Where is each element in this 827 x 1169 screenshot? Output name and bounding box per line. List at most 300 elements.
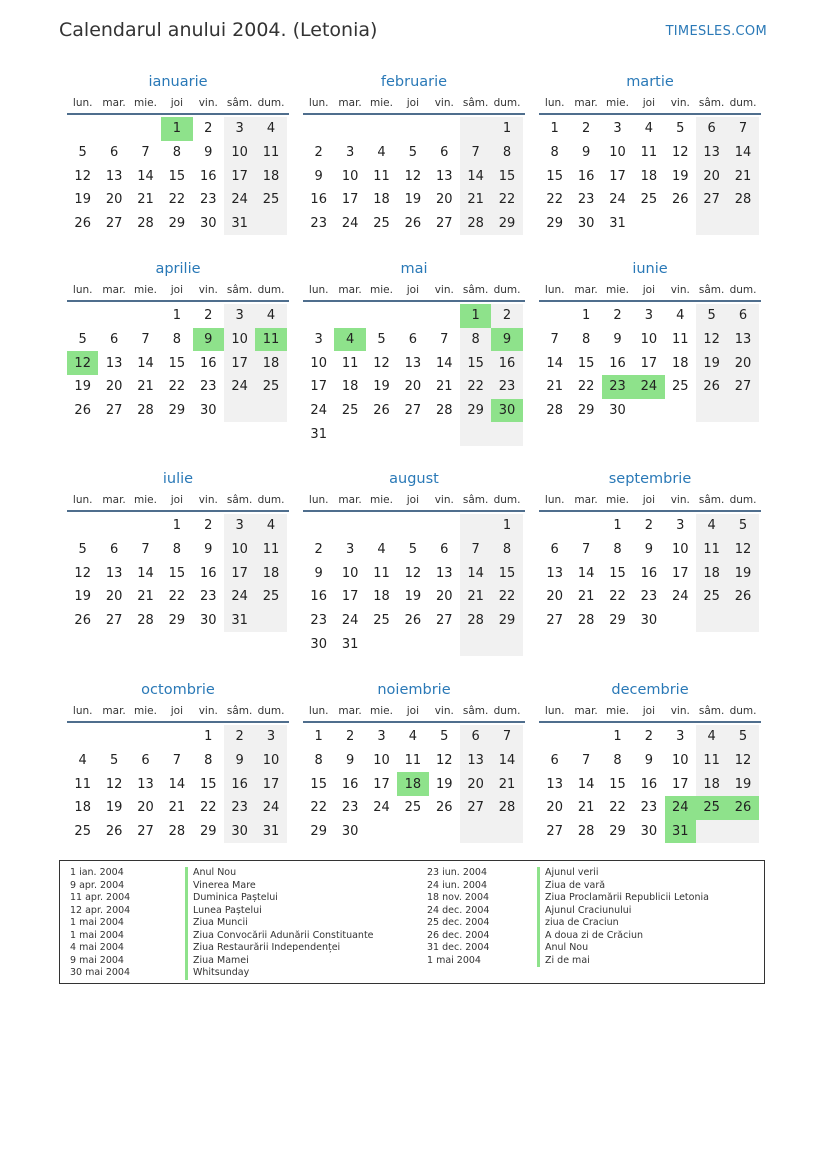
day-cell: 28 (435, 403, 453, 419)
empty-cell (334, 304, 365, 328)
day-cell: 27 (105, 403, 123, 419)
weekday-label: sâm. (226, 705, 253, 717)
legend-date: 11 apr. 2004 (70, 892, 131, 903)
day-cell: 12 (74, 565, 91, 581)
empty-cell (130, 514, 161, 538)
day-cell: 24 (341, 216, 359, 232)
empty-cell (665, 212, 696, 236)
day-cell: 9 (314, 565, 323, 581)
holiday-day-cell: 24 (665, 796, 696, 820)
day-cell: 8 (460, 328, 491, 352)
day-cell: 12 (105, 776, 123, 792)
day-cell: 3 (314, 332, 323, 348)
day-cell: 20 (105, 379, 123, 395)
holiday-day-cell: 11 (255, 328, 286, 352)
day-cell: 14 (137, 565, 154, 581)
empty-cell (429, 632, 460, 656)
empty-cell (334, 514, 365, 538)
day-cell: 19 (727, 772, 758, 796)
day-cell: 28 (727, 188, 758, 212)
day-cell: 17 (341, 589, 359, 605)
day-cell: 3 (255, 725, 286, 749)
day-cell: 14 (460, 561, 491, 585)
day-cell: 27 (546, 613, 563, 629)
weekday-label: joi (642, 97, 655, 109)
holiday-day-cell: 4 (334, 328, 365, 352)
day-cell: 18 (341, 379, 359, 395)
month-mai (303, 258, 525, 446)
day-cell: 24 (373, 800, 390, 816)
day-cell: 1 (172, 518, 181, 534)
holiday-legend (59, 860, 765, 984)
day-cell: 8 (204, 753, 213, 769)
day-cell: 16 (310, 192, 327, 208)
day-cell: 16 (640, 776, 658, 792)
weekday-header (539, 490, 761, 512)
day-cell: 17 (255, 772, 286, 796)
day-cell: 25 (255, 585, 286, 609)
day-cell: 13 (105, 565, 123, 581)
day-cell: 13 (404, 355, 422, 371)
weekday-label: lun. (308, 705, 329, 717)
day-cell: 6 (141, 753, 150, 769)
legend-dates-left (70, 867, 130, 980)
day-cell: 4 (255, 304, 286, 328)
day-cell: 14 (577, 565, 595, 581)
day-cell: 10 (341, 168, 359, 184)
day-cell: 11 (373, 565, 390, 581)
day-cell: 23 (640, 800, 658, 816)
day-cell: 5 (377, 332, 386, 348)
empty-cell (429, 820, 460, 844)
weekday-label: joi (642, 705, 655, 717)
legend-holiday-name: Ziua de vară (537, 880, 709, 893)
day-cell: 2 (224, 725, 255, 749)
empty-cell (67, 117, 98, 141)
day-cell: 21 (460, 188, 491, 212)
weekday-label: joi (170, 284, 183, 296)
day-cell: 27 (546, 824, 563, 840)
empty-cell (397, 514, 428, 538)
empty-cell (665, 609, 696, 633)
weekday-label: mie. (370, 284, 393, 296)
day-cell: 5 (78, 332, 87, 348)
empty-cell (460, 820, 491, 844)
legend-holiday-name: Ziua Convocării Adunării Constituante (185, 930, 374, 943)
day-cell: 21 (460, 585, 491, 609)
day-cell: 25 (640, 192, 658, 208)
day-cell: 3 (644, 308, 653, 324)
day-cell: 23 (199, 379, 217, 395)
empty-cell (665, 399, 696, 423)
day-cell: 24 (671, 589, 689, 605)
weekday-label: lun. (72, 705, 93, 717)
day-cell: 4 (255, 117, 286, 141)
weekday-label: mie. (606, 284, 629, 296)
weekday-label: dum. (257, 97, 285, 109)
day-grid (67, 725, 289, 843)
day-cell: 6 (109, 542, 119, 558)
day-grid (67, 514, 289, 632)
empty-cell (98, 117, 129, 141)
day-cell: 14 (546, 355, 563, 371)
empty-cell (366, 117, 397, 141)
day-cell: 14 (577, 776, 595, 792)
legend-date: 1 ian. 2004 (70, 867, 124, 878)
weekday-label: vin. (670, 284, 690, 296)
legend-date: 25 dec. 2004 (427, 917, 490, 928)
empty-cell (539, 304, 570, 328)
empty-cell (727, 820, 758, 844)
day-cell: 28 (577, 613, 595, 629)
legend-date: 24 dec. 2004 (427, 904, 490, 916)
day-cell: 7 (581, 753, 591, 769)
holiday-day-cell: 23 (602, 375, 633, 399)
day-cell: 16 (609, 355, 626, 371)
day-cell: 3 (224, 117, 255, 141)
weekday-header (539, 701, 761, 723)
day-cell: 19 (727, 561, 758, 585)
day-cell: 12 (727, 538, 758, 562)
day-cell: 10 (224, 141, 255, 165)
day-cell: 7 (491, 725, 522, 749)
legend-date: 23 iun. 2004 (427, 867, 488, 878)
legend-holiday-name: Duminica Paștelui (185, 892, 374, 905)
month-iulie (67, 468, 289, 632)
day-cell: 20 (435, 589, 453, 605)
day-cell: 21 (546, 379, 563, 395)
day-cell: 7 (141, 542, 150, 558)
weekday-label: vin. (198, 97, 218, 109)
day-cell: 1 (314, 729, 323, 745)
empty-cell (727, 609, 758, 633)
day-cell: 14 (168, 776, 186, 792)
day-cell: 7 (581, 542, 591, 558)
day-cell: 21 (137, 589, 154, 605)
month-octombrie (67, 679, 289, 843)
weekday-label: joi (406, 494, 419, 506)
weekday-label: lun. (308, 284, 329, 296)
day-cell: 1 (491, 514, 522, 538)
empty-cell (397, 117, 428, 141)
day-cell: 3 (676, 729, 685, 745)
day-cell: 9 (345, 753, 355, 769)
weekday-label: mar. (574, 705, 598, 717)
day-cell: 31 (255, 820, 286, 844)
empty-cell (98, 725, 129, 749)
empty-cell (397, 632, 428, 656)
day-cell: 7 (172, 753, 181, 769)
day-cell: 11 (373, 168, 390, 184)
weekday-label: dum. (729, 284, 757, 296)
day-cell: 6 (460, 725, 491, 749)
weekday-label: mar. (102, 494, 126, 506)
day-cell: 25 (255, 375, 286, 399)
holiday-day-cell: 1 (460, 304, 491, 328)
day-cell: 28 (577, 824, 595, 840)
day-cell: 22 (460, 375, 491, 399)
weekday-label: mar. (574, 284, 598, 296)
day-cell: 7 (440, 332, 449, 348)
empty-cell (334, 117, 365, 141)
day-cell: 22 (168, 589, 186, 605)
brand-link[interactable]: TIMESLES.COM (665, 24, 767, 39)
day-cell: 11 (341, 355, 359, 371)
day-cell: 29 (310, 824, 327, 840)
day-cell: 6 (109, 332, 119, 348)
weekday-label: sâm. (698, 705, 725, 717)
month-august (303, 468, 525, 656)
day-cell: 10 (255, 749, 286, 773)
weekday-label: dum. (257, 284, 285, 296)
weekday-label: mie. (606, 705, 629, 717)
month-name: decembrie (611, 682, 689, 698)
day-cell: 19 (74, 379, 91, 395)
day-cell: 25 (341, 403, 359, 419)
day-cell: 29 (577, 403, 595, 419)
day-cell: 28 (491, 796, 522, 820)
empty-cell (460, 422, 491, 446)
day-cell: 29 (609, 613, 626, 629)
day-cell: 28 (460, 609, 491, 633)
day-cell: 9 (314, 168, 323, 184)
day-cell: 17 (224, 561, 255, 585)
day-cell: 10 (373, 753, 390, 769)
day-cell: 29 (168, 613, 186, 629)
day-cell: 8 (491, 538, 522, 562)
day-cell: 11 (671, 332, 689, 348)
weekday-header (303, 490, 525, 512)
day-cell: 14 (137, 355, 154, 371)
empty-cell (570, 725, 601, 749)
empty-cell (366, 820, 397, 844)
day-cell: 25 (373, 613, 390, 629)
day-cell: 20 (546, 589, 563, 605)
day-cell: 29 (168, 216, 186, 232)
weekday-label: vin. (198, 705, 218, 717)
weekday-label: mie. (606, 97, 629, 109)
weekday-label: vin. (434, 705, 454, 717)
weekday-label: vin. (434, 284, 454, 296)
weekday-label: joi (170, 494, 183, 506)
day-cell: 17 (224, 351, 255, 375)
day-cell: 8 (172, 542, 181, 558)
day-cell: 7 (460, 538, 491, 562)
weekday-label: dum. (257, 705, 285, 717)
legend-dates-right (427, 867, 489, 967)
legend-date: 9 apr. 2004 (70, 879, 125, 891)
day-cell: 27 (105, 216, 123, 232)
weekday-label: lun. (544, 284, 565, 296)
empty-cell (491, 820, 522, 844)
day-cell: 30 (199, 216, 217, 232)
empty-cell (303, 514, 334, 538)
day-cell: 17 (373, 776, 390, 792)
day-cell: 10 (671, 542, 689, 558)
day-cell: 8 (581, 332, 591, 348)
day-cell: 1 (613, 729, 622, 745)
day-cell: 26 (404, 613, 422, 629)
empty-cell (334, 422, 365, 446)
day-cell: 9 (613, 332, 622, 348)
day-cell: 5 (727, 725, 758, 749)
legend-date: 4 mai 2004 (70, 942, 124, 953)
weekday-label: dum. (493, 284, 521, 296)
legend-holiday-name: Anul Nou (185, 867, 374, 880)
weekday-label: sâm. (698, 97, 725, 109)
day-cell: 4 (255, 514, 286, 538)
day-cell: 4 (377, 542, 386, 558)
day-cell: 18 (696, 561, 727, 585)
day-cell: 13 (546, 565, 563, 581)
empty-cell (460, 632, 491, 656)
day-cell: 30 (310, 636, 327, 652)
day-cell: 12 (404, 168, 422, 184)
day-cell: 13 (727, 328, 758, 352)
day-cell: 26 (727, 585, 758, 609)
day-cell: 14 (460, 164, 491, 188)
legend-holiday-name: Ziua Restaurării Independenței (185, 942, 374, 955)
day-cell: 16 (199, 565, 217, 581)
day-grid (67, 117, 289, 235)
day-cell: 14 (137, 168, 154, 184)
day-cell: 24 (224, 375, 255, 399)
weekday-label: sâm. (462, 97, 489, 109)
weekday-label: lun. (72, 284, 93, 296)
weekday-label: mar. (102, 284, 126, 296)
day-cell: 26 (74, 613, 91, 629)
holiday-day-cell: 31 (665, 820, 696, 844)
day-cell: 20 (105, 192, 123, 208)
empty-cell (429, 304, 460, 328)
day-cell: 31 (310, 426, 327, 442)
day-cell: 25 (373, 216, 390, 232)
day-cell: 11 (640, 145, 658, 161)
day-cell: 8 (172, 145, 181, 161)
weekday-label: mar. (338, 97, 362, 109)
day-cell: 8 (314, 753, 323, 769)
empty-cell (429, 422, 460, 446)
weekday-label: mar. (102, 97, 126, 109)
day-cell: 23 (640, 589, 658, 605)
weekday-label: joi (406, 284, 419, 296)
weekday-label: mar. (574, 494, 598, 506)
empty-cell (303, 304, 334, 328)
legend-holiday-name: Ziua Muncii (185, 917, 374, 930)
empty-cell (429, 514, 460, 538)
day-cell: 6 (550, 542, 559, 558)
weekday-label: mie. (134, 284, 157, 296)
day-cell: 6 (550, 753, 559, 769)
day-cell: 18 (255, 561, 286, 585)
day-cell: 15 (310, 776, 327, 792)
day-cell: 22 (491, 188, 522, 212)
weekday-label: joi (406, 97, 419, 109)
day-cell: 16 (341, 776, 359, 792)
page-title: Calendarul anului 2004. (Letonia) (59, 19, 378, 41)
month-name: februarie (380, 74, 448, 90)
day-cell: 22 (491, 585, 522, 609)
month-februarie (303, 71, 525, 235)
day-cell: 26 (373, 403, 390, 419)
day-cell: 23 (310, 216, 327, 232)
weekday-header (303, 280, 525, 302)
day-cell: 27 (137, 824, 154, 840)
day-cell: 9 (644, 542, 653, 558)
month-name: septembrie (608, 471, 692, 487)
weekday-header (67, 701, 289, 723)
day-cell: 18 (255, 164, 286, 188)
day-grid (539, 117, 761, 235)
empty-cell (696, 820, 727, 844)
holiday-day-cell: 25 (696, 796, 727, 820)
legend-date: 1 mai 2004 (427, 954, 481, 966)
day-cell: 12 (435, 753, 453, 769)
day-cell: 30 (341, 824, 359, 840)
month-martie (539, 71, 761, 235)
legend-date: 24 iun. 2004 (427, 879, 488, 891)
day-cell: 17 (671, 776, 689, 792)
month-name: octombrie (141, 682, 215, 698)
day-cell: 7 (727, 117, 758, 141)
weekday-label: joi (406, 705, 419, 717)
day-cell: 20 (404, 379, 422, 395)
day-cell: 12 (373, 355, 390, 371)
month-aprilie (67, 258, 289, 422)
day-cell: 18 (696, 772, 727, 796)
empty-cell (397, 820, 428, 844)
day-cell: 18 (373, 192, 390, 208)
day-cell: 27 (435, 613, 453, 629)
day-cell: 9 (644, 753, 653, 769)
empty-cell (130, 304, 161, 328)
day-cell: 24 (224, 188, 255, 212)
day-cell: 5 (408, 542, 417, 558)
weekday-label: lun. (544, 705, 565, 717)
day-grid (67, 304, 289, 422)
day-cell: 15 (168, 565, 186, 581)
empty-cell (633, 399, 664, 423)
day-cell: 5 (727, 514, 758, 538)
day-cell: 2 (204, 308, 213, 324)
day-cell: 9 (204, 145, 213, 161)
empty-cell (539, 514, 570, 538)
empty-cell (366, 514, 397, 538)
day-cell: 15 (199, 776, 217, 792)
day-cell: 3 (345, 145, 355, 161)
day-cell: 3 (613, 121, 622, 137)
day-cell: 25 (255, 188, 286, 212)
weekday-label: dum. (493, 494, 521, 506)
empty-cell (460, 514, 491, 538)
day-cell: 27 (460, 796, 491, 820)
day-cell: 8 (491, 141, 522, 165)
weekday-label: joi (642, 494, 655, 506)
day-cell: 19 (696, 351, 727, 375)
day-cell: 7 (550, 332, 559, 348)
day-cell: 20 (435, 192, 453, 208)
day-cell: 20 (727, 351, 758, 375)
day-cell: 3 (676, 518, 685, 534)
day-grid (539, 514, 761, 632)
empty-cell (366, 304, 397, 328)
day-cell: 20 (137, 800, 154, 816)
day-cell: 21 (727, 164, 758, 188)
day-cell: 2 (581, 121, 591, 137)
day-grid (303, 304, 525, 446)
holiday-day-cell: 1 (161, 117, 192, 141)
weekday-label: dum. (257, 494, 285, 506)
